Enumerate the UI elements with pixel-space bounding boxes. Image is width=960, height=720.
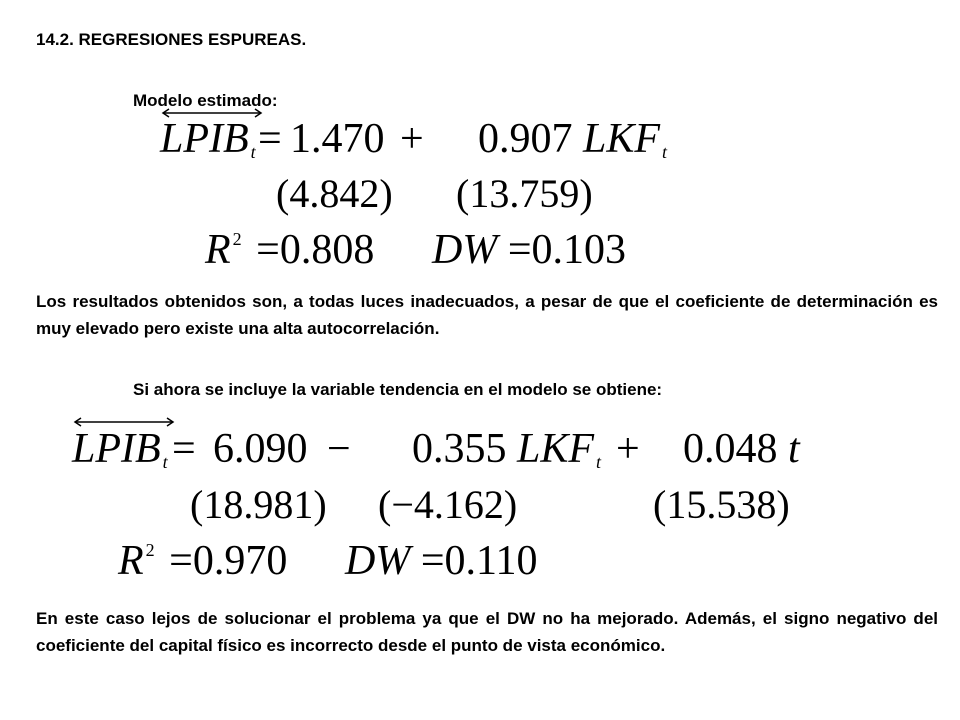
model2-r2-symbol: R (118, 538, 144, 584)
model1-coef-lkf (478, 118, 667, 161)
model1-var-lkf-sub: t (662, 142, 668, 162)
model1-r-squared: R $^2$ =0.808 (205, 227, 375, 273)
model1-dw-symbol: DW (432, 227, 498, 273)
model1-label: Modelo estimado: (133, 91, 278, 110)
model2-coef-lkf-value: 0.355 (412, 426, 507, 472)
model2-lhs: LPIB (72, 426, 161, 472)
model2-lhs-sub: t (162, 452, 168, 472)
model1-coef-lkf-value: 0.907 (478, 116, 573, 162)
model1-lhs-sub: t (250, 142, 256, 162)
model2-t-intercept: (18.981) (190, 482, 327, 527)
model1-dw-value: 0.103 (531, 227, 627, 273)
model2-var-lkf-sub: t (596, 452, 602, 472)
model2-label: Si ahora se incluye la variable tendencia en el modelo se obtiene: (133, 380, 663, 399)
model1-r2-value: 0.808 (279, 227, 375, 273)
paragraph-results: Los resultados obtenidos son, a todas luces inadecuados, a pesar de que el coeficiente de determinación es muy elevado pero existe una alta autocorrelación. (36, 292, 938, 338)
model2-var-trend: t (788, 426, 800, 472)
model2-dw-value: 0.110 (444, 538, 538, 584)
section-heading: 14.2. REGRESIONES ESPUREAS. (36, 30, 307, 49)
paragraph-conclusion: En este caso lejos de solucionar el problema ya que el DW no ha mejorado. Además, el signo negativo del coeficiente del capital físico es incorrecto desde el punto de vista económico. (36, 609, 938, 655)
model1-lhs: LPIB (160, 116, 249, 162)
model1-r2-symbol: R (205, 227, 231, 273)
model1-plus-sign: + (400, 116, 424, 162)
model1-r2-superscript: 2 (232, 229, 242, 249)
model1-var-lkf: LKF (583, 116, 661, 162)
model2-plus-sign: + (616, 426, 640, 472)
model1-intercept: 1.470 (290, 116, 385, 162)
model2-t-lkf: (−4.162) (378, 482, 518, 527)
model2-durbin-watson: DW =0.110 (345, 538, 538, 584)
model2-var-lkf: LKF (517, 426, 595, 472)
model1-equation (160, 118, 256, 161)
model2-r2-value: 0.970 (192, 538, 288, 584)
model2-equation (72, 428, 168, 471)
model2-coef-trend (683, 428, 800, 470)
model2-t-trend: (15.538) (653, 482, 790, 527)
model2-intercept: 6.090 (213, 426, 308, 472)
model2-dw-symbol: DW (345, 538, 411, 584)
model1-t-intercept: (4.842) (276, 171, 393, 216)
model2-coef-trend-value: 0.048 (683, 426, 778, 472)
model2-eq-sign: = (172, 426, 196, 472)
model1-t-lkf: (13.759) (456, 171, 593, 216)
model1-durbin-watson: DW =0.103 (432, 227, 627, 273)
model2-r2-superscript: 2 (145, 540, 155, 560)
model2-r-squared: R $^2$ =0.970 (118, 538, 288, 584)
model2-minus-sign: − (327, 426, 351, 472)
model1-eq-sign: = (258, 116, 282, 162)
model2-coef-lkf (412, 428, 601, 471)
